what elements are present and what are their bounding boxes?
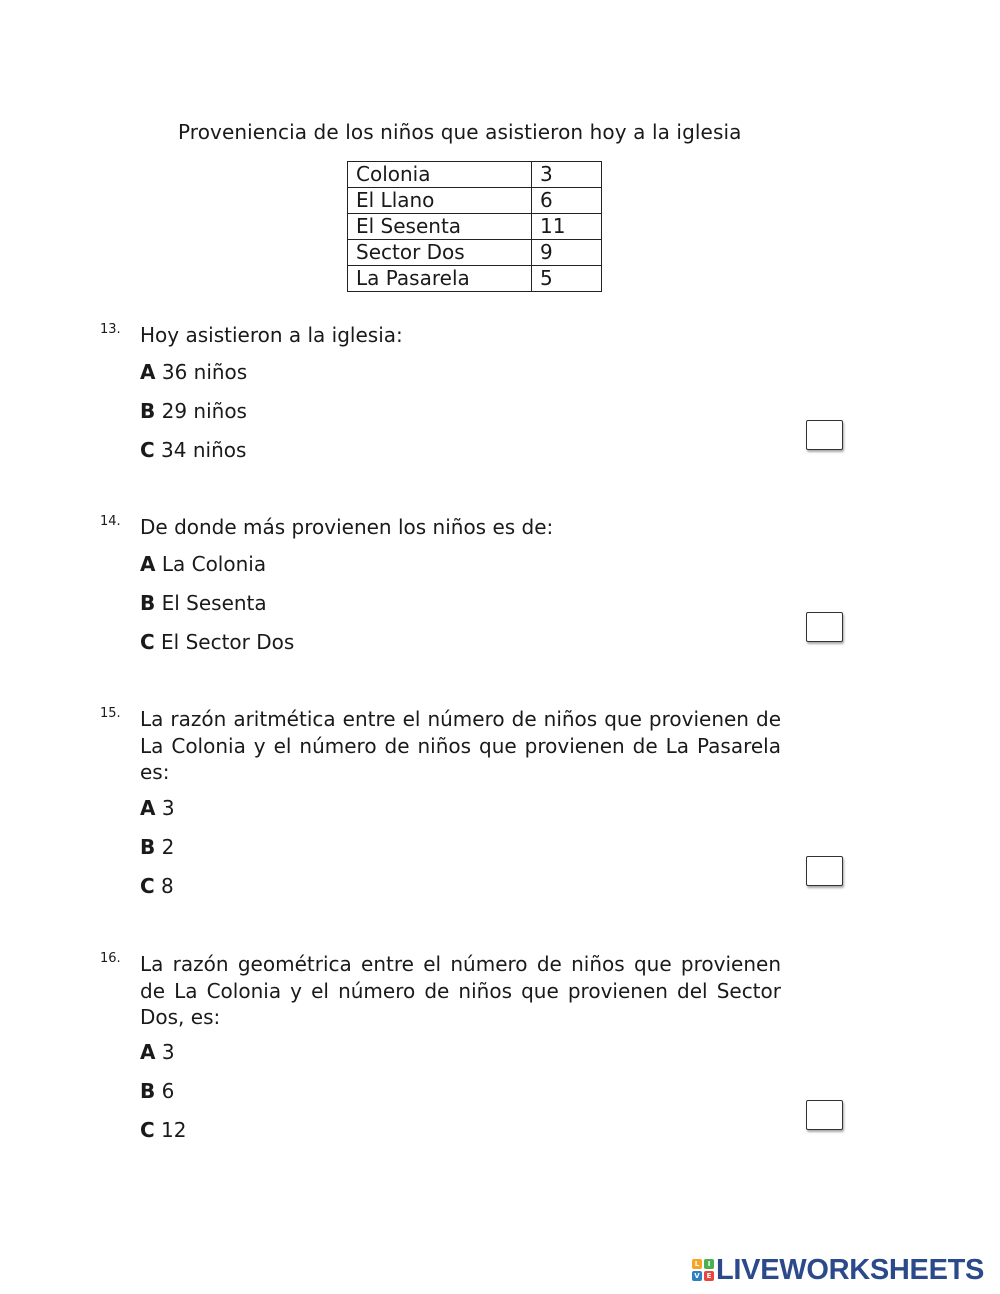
option-text: 6	[155, 1079, 175, 1103]
option-letter: B	[140, 1079, 156, 1103]
origin-table	[347, 161, 602, 292]
answer-input-14[interactable]	[806, 612, 843, 642]
count-cell: 3	[532, 162, 602, 188]
option-letter: B	[140, 835, 156, 859]
place-cell: Sector Dos	[348, 240, 532, 266]
table-row	[348, 162, 602, 188]
option-b	[140, 1078, 174, 1104]
count-cell: 9	[532, 240, 602, 266]
option-letter: A	[140, 360, 156, 384]
logo-tile-l: L	[692, 1259, 702, 1269]
answer-input-13[interactable]	[806, 420, 843, 450]
place-cell: La Pasarela	[348, 266, 532, 292]
option-text: 12	[154, 1118, 187, 1142]
logo-tile-v: V	[692, 1271, 702, 1281]
option-a	[140, 359, 247, 385]
option-text: 8	[154, 874, 174, 898]
table-title: Proveniencia de los niños que asistieron hoy a la iglesia	[178, 120, 742, 144]
place-cell: El Llano	[348, 188, 532, 214]
count-cell: 6	[532, 188, 602, 214]
question-number: 16.	[100, 951, 121, 966]
place-cell: El Sesenta	[348, 214, 532, 240]
table-row	[348, 188, 602, 214]
option-letter: A	[140, 796, 156, 820]
question-number: 13.	[100, 322, 121, 337]
liveworksheets-logo-icon	[692, 1259, 714, 1281]
question-text: La razón geométrica entre el número de niños que provienen de La Colonia y el número de niños que provienen del Sector Dos, es:	[140, 952, 781, 1029]
option-text: 3	[155, 796, 175, 820]
option-a	[140, 1039, 175, 1065]
place-cell: Colonia	[348, 162, 532, 188]
option-letter: C	[140, 874, 155, 898]
option-b	[140, 398, 247, 424]
option-a	[140, 795, 175, 821]
option-text: 29 niños	[155, 399, 247, 423]
answer-input-15[interactable]	[806, 856, 843, 886]
logo-tile-e: E	[704, 1271, 714, 1281]
option-c	[140, 437, 246, 463]
option-letter: B	[140, 591, 156, 615]
option-letter: A	[140, 552, 156, 576]
option-text: 2	[155, 835, 175, 859]
option-letter: A	[140, 1040, 156, 1064]
option-b	[140, 834, 174, 860]
option-c	[140, 629, 294, 655]
liveworksheets-logo	[692, 1253, 985, 1286]
option-text: El Sector Dos	[154, 630, 295, 654]
logo-tile-i: I	[704, 1259, 714, 1269]
count-cell: 5	[532, 266, 602, 292]
answer-input-16[interactable]	[806, 1100, 843, 1130]
option-text: La Colonia	[155, 552, 267, 576]
option-c	[140, 873, 174, 899]
question-number: 15.	[100, 706, 121, 721]
question-text: De donde más provienen los niños es de:	[140, 515, 554, 539]
table-row	[348, 214, 602, 240]
option-letter: C	[140, 438, 155, 462]
table-row	[348, 240, 602, 266]
option-a	[140, 551, 266, 577]
option-text: El Sesenta	[155, 591, 267, 615]
option-letter: B	[140, 399, 156, 423]
table-row	[348, 266, 602, 292]
count-cell: 11	[532, 214, 602, 240]
option-letter: C	[140, 1118, 155, 1142]
option-text: 36 niños	[155, 360, 248, 384]
option-text: 3	[155, 1040, 175, 1064]
option-letter: C	[140, 630, 155, 654]
option-c	[140, 1117, 187, 1143]
option-text: 34 niños	[154, 438, 247, 462]
question-text: La razón aritmética entre el número de niños que provienen de La Colonia y el número de niños que provienen de La Pasarela es:	[140, 707, 781, 784]
option-b	[140, 590, 267, 616]
question-text: Hoy asistieron a la iglesia:	[140, 323, 403, 347]
question-number: 14.	[100, 514, 121, 529]
brand-name: LIVEWORKSHEETS	[716, 1253, 985, 1286]
